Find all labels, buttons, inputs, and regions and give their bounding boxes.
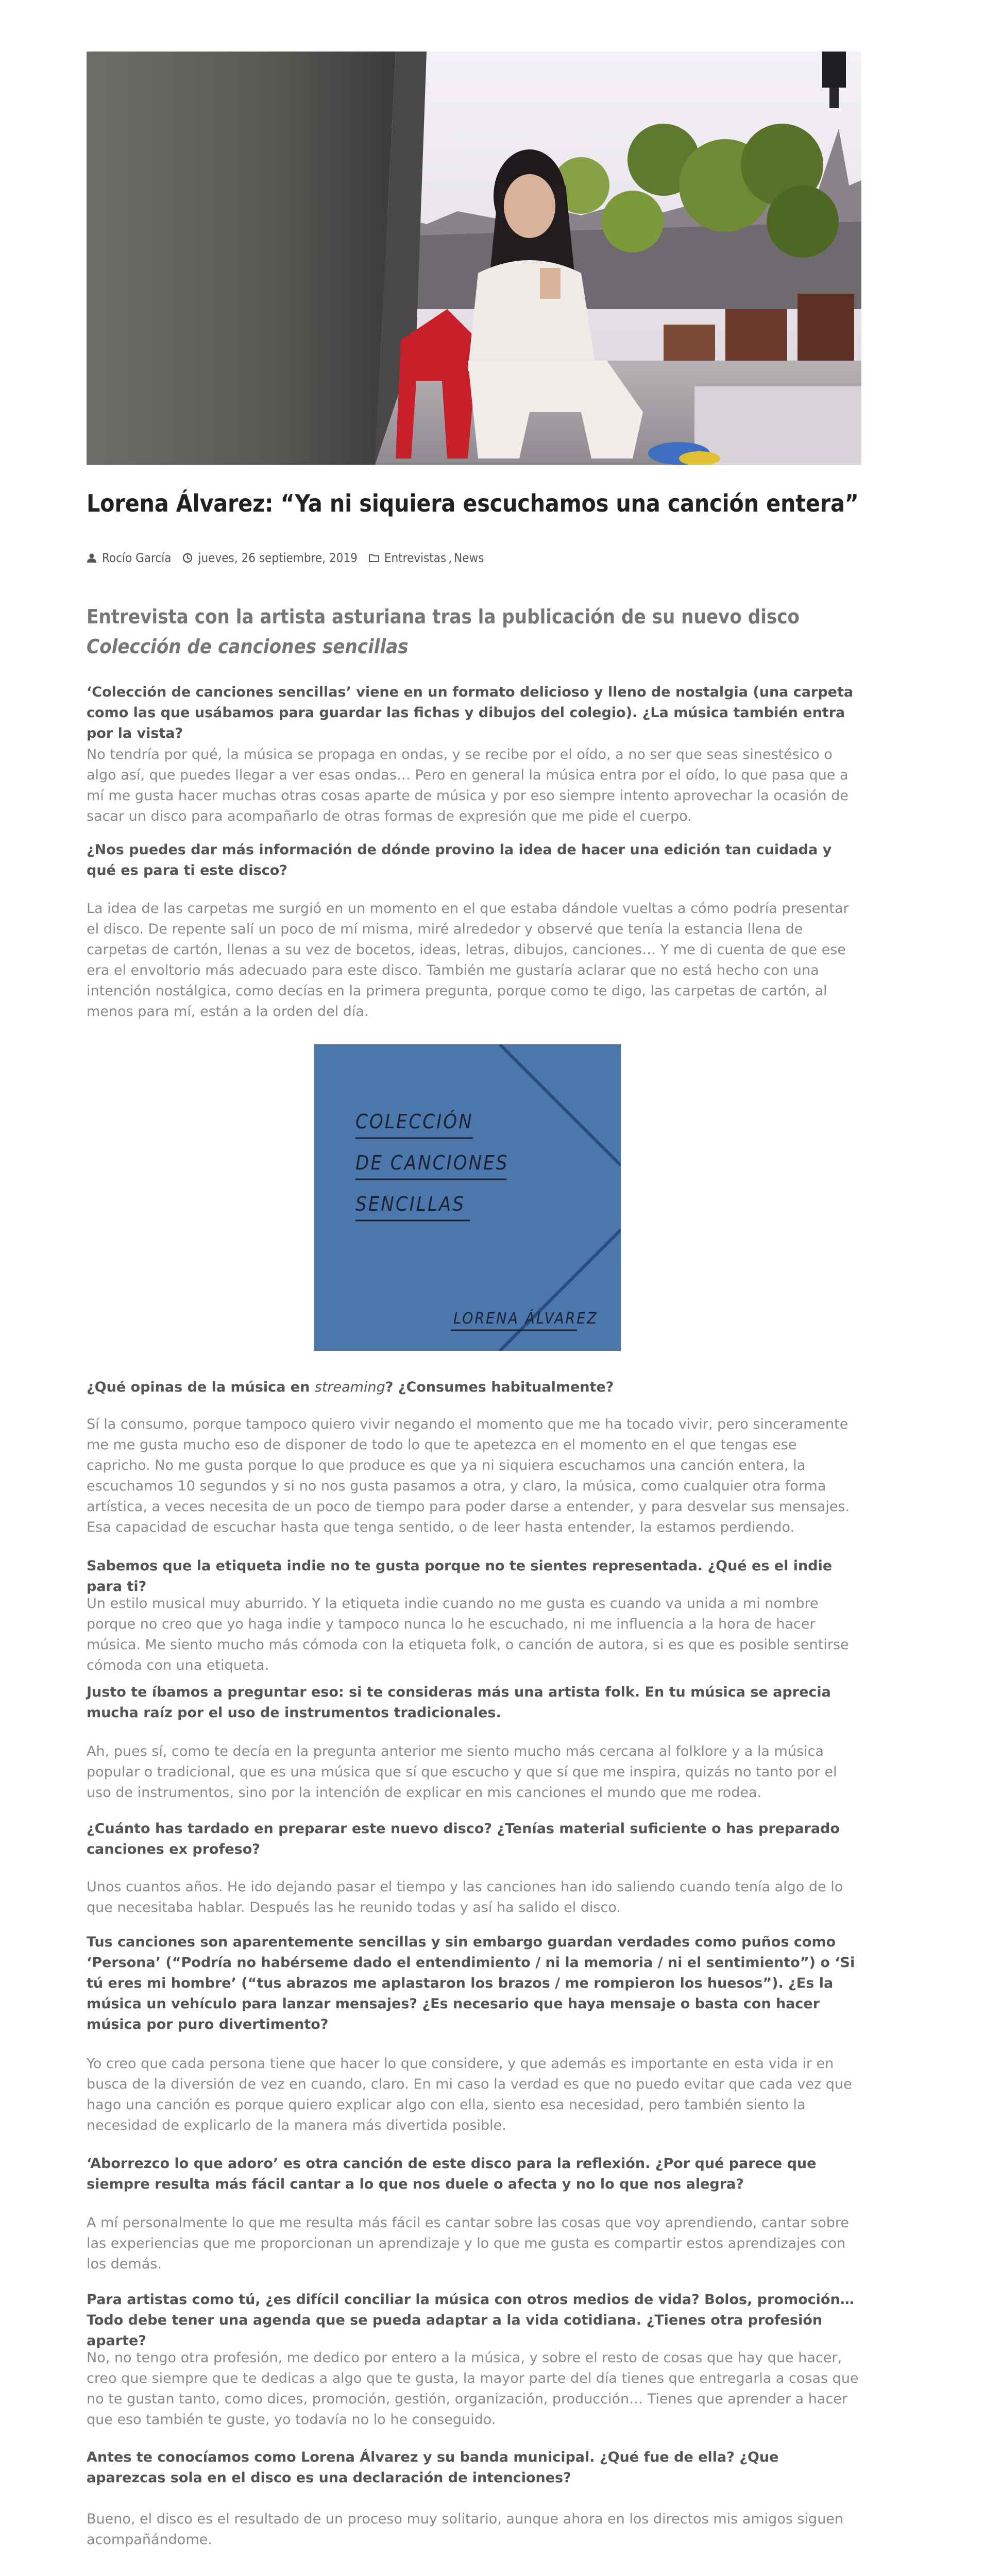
cover-title-line-1: COLECCIÓN [355,1110,473,1133]
cover-title-line-3: SENCILLAS [355,1193,465,1215]
author-link[interactable]: Rocío García [102,551,172,565]
answer-2: La idea de las carpetas me surgió en un momento en el que estaba dándole vueltas a cómo podría presentar el disco. De repente salí un poco de mí misma, miré alrededor y observé que tenía la estancia llena de carpetas de cartón, llenas a su vez de bocetos, ideas, letras, dibujos, canciones… Y me di cuenta de que ese era el envoltorio más adecuado para este disco. También me gustaría aclarar que no está hecho con una intención nostálgica, como decías en la primera pregunta, porque como te digo, las carpetas de cartón, al menos para mí, están a la orden del día. [87,901,849,1020]
answer-4: Un estilo musical muy aburrido. Y la etiqueta indie cuando no me gusta es cuando va unida a mi nombre porque no creo que yo haga indie y tampoco nunca lo he escuchado, ni me influencia a la hora de hacer música. Me siento mucho más cómoda con la etiqueta folk, o canción de autora, si es que es posible sentirse cómoda con una etiqueta. [87,1596,849,1673]
question-4: Sabemos que la etiqueta indie no te gusta porque no te sientes representada. ¿Qué es el indie para ti? [87,1558,833,1595]
answer-1: No tendría por qué, la música se propaga en ondas, y se recibe por el oído, a no ser que seas sinestésico o algo así, que puedes llegar a ver esas ondas… Pero en general la música entra por el oído, lo que pasa que a mí me gusta hacer muchas otras cosas aparte de música y por eso siempre intento aprovechar la ocasión de sacar un disco para acompañarlo de otras formas de expresión que me pide el cuerpo. [87,747,849,824]
category-link-entrevistas[interactable]: Entrevistas [384,551,447,565]
answer-3: Sí la consumo, porque tampoco quiero vivir negando el momento que me ha tocado vivir, pero sinceramente me me gusta mucho eso de disponer de todo lo que te apetezca en el momento en el que tengas ese capricho. No me gusta porque lo que produce es que ya ni siquiera escuchamos una canción entera, la escuchamos 10 segundos y si no nos gusta pasamos a otra, y claro, la música, como cualquier otra forma artística, a veces necesita de un poco de tiempo para poder darse a entender, y para desvelar sus mensajes. Esa capacidad de escuchar hasta que tenga sentido, o de leer hasta entender, la estamos perdiendo. [87,1416,850,1535]
album-cover [314,1044,621,1351]
question-6: ¿Cuánto has tardado en preparar este nuevo disco? ¿Tenías material suficiente o has preparado canciones ex profeso? [87,1821,840,1857]
answer-10: Bueno, el disco es el resultado de un proceso muy solitario, aunque ahora en los directos mis amigos siguen acompañándome. [87,2511,844,2548]
hero-photo [87,52,861,465]
answer-5: Ah, pues sí, como te decía en la pregunta anterior me siento mucho más cercana al folklore y a la música popular o tradicional, que es una música que sí que escucho y que sí que me inspira, quizás no tanto por el uso de instrumentos, sino por la intención de explicar en mis canciones el mundo que me rodea. [87,1743,837,1801]
folder-icon [369,553,379,563]
article-meta [87,550,495,566]
answer-9: No, no tengo otra profesión, me dedico por entero a la música, y sobre el resto de cosas que hay que hacer, creo que siempre que te dedicas a algo que te gusta, la mayor parte del día tienes que entregarla a cosas que no te gustan tanto, como dices, promoción, gestión, organización, producción… Tienes que aprender a hacer que eso también te guste, yo todavía no lo he conseguido. [87,2350,859,2428]
question-3-before: ¿Qué opinas de la música en [87,1379,315,1395]
subtitle-album-name: Colección de canciones sencillas [87,635,409,658]
question-9: Para artistas como tú, ¿es difícil conciliar la música con otros medios de vida? Bolos, promoción… Todo debe tener una agenda que se pueda adaptar a la vida cotidiana. ¿Tienes otra profesión aparte? [87,2292,854,2349]
meta-author [87,551,171,565]
question-3-emphasis: streaming [314,1379,385,1395]
question-3 [87,1377,861,1398]
question-2: ¿Nos puedes dar más información de dónde provino la idea de hacer una edición tan cuidada y qué es para ti este disco? [87,842,832,878]
answer-8: A mí personalmente lo que me resulta más fácil es cantar sobre las cosas que voy aprendiendo, cantar sobre las experiencias que me proporcionan un aprendizaje y lo que me gusta es compartir estos aprendizajes con los demás. [87,2215,849,2272]
answer-6: Unos cuantos años. He ido dejando pasar el tiempo y las canciones han ido saliendo cuando tenía algo de lo que necesitaba hablar. Después las he reunido todas y así ha salido el disco. [87,1879,843,1916]
question-8: ‘Aborrezco lo que adoro’ es otra canción de este disco para la reflexión. ¿Por qué parece que siempre resulta más fácil cantar a lo que nos duele o afecta y no lo que nos alegra? [87,2156,817,2192]
hero-photo-illustration [87,52,861,465]
question-10: Antes te conocíamos como Lorena Álvarez y su banda municipal. ¿Qué fue de ella? ¿Que aparezcas sola en el disco es una declaración de intenciones? [87,2449,779,2486]
meta-date [182,551,357,565]
user-icon [87,553,97,563]
cover-title-line-2: DE CANCIONES [355,1151,509,1174]
cover-artist-name: LORENA ÁLVAREZ [453,1310,598,1328]
meta-categories [369,551,484,565]
answer-7: Yo creo que cada persona tiene que hacer lo que considere, y que además es importante en esta vida ir en busca de la diversión de vez en cuando, claro. En mi caso la verdad es que no puedo evitar que cada vez que hago una canción es porque quiero explicar algo con ella, siento esa necesidad, pero también siento la necesidad de explicarlo de la manera más divertida posible. [87,2056,852,2133]
article-title: Lorena Álvarez: “Ya ni siquiera escuchamos una canción entera” [87,489,859,517]
category-separator: , [448,551,452,565]
article-subtitle [87,602,861,662]
question-5: Justo te íbamos a preguntar eso: si te consideras más una artista folk. En tu música se aprecia mucha raíz por el uso de instrumentos tradicionales. [87,1684,831,1721]
clock-icon [182,553,193,563]
question-7: Tus canciones son aparentemente sencillas y sin embargo guardan verdades como puños como ‘Persona’ (“Podría no habérseme dado el entendimiento / ni la memoria / ni el sentimiento”) o ‘Si tú eres mi hombre’ (“tus abrazos me aplastaron los brazos / me rompieron los huesos”). ¿Es la música un vehículo para lanzar mensajes? ¿Es necesario que haya mensaje o basta con hacer música por puro divertimento? [87,1934,855,2032]
date-text: jueves, 26 septiembre, 2019 [198,551,358,565]
question-3-after: ? ¿Consumes habitualmente? [385,1379,614,1395]
subtitle-text: Entrevista con la artista asturiana tras la publicación de su nuevo disco [87,605,800,628]
category-link-news[interactable]: News [454,551,484,565]
question-1: ‘Colección de canciones sencillas’ viene en un formato delicioso y lleno de nostalgia (una carpeta como las que usábamos para guardar las fichas y dibujos del colegio). ¿La música también entra por la vista? [87,684,854,741]
